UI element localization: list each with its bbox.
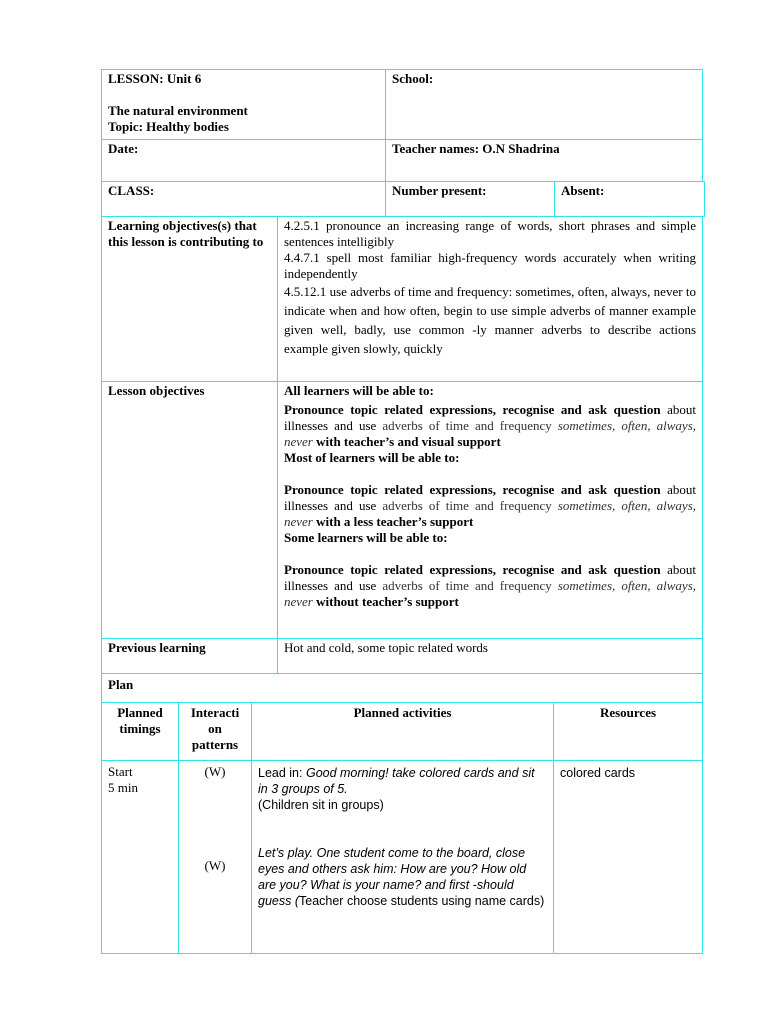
plan-label: Plan — [108, 677, 134, 692]
most-support-text: with a less teacher’s support — [312, 514, 474, 529]
previous-learning-label-cell — [101, 638, 278, 674]
teacher-cell — [385, 139, 703, 182]
objective-2: 4.4.7.1 spell most familiar high-frequency words accurately when writing independently — [284, 250, 696, 281]
unit-title: The natural environment — [108, 103, 248, 118]
objective-1: 4.2.5.1 pronounce an increasing range of words, short phrases and simple sentences intelligibly — [284, 218, 696, 249]
plan-cell — [101, 673, 703, 703]
lesson-cell — [101, 69, 386, 140]
learning-objectives-cell — [277, 216, 703, 382]
timing-minutes: 5 min — [108, 780, 138, 795]
date-label: Date: — [108, 141, 139, 156]
game-text: Let’s play. One student come to the board, close eyes and others ask him: How are you? How old are you? What is your name? and first -should guess ( — [258, 846, 527, 908]
adverbs-text: adverbs of time and frequency — [382, 498, 552, 513]
objective-3: 4.5.12.1 use adverbs of time and frequency: sometimes, often, always, never to indicate when and how often, begin to use simple adverbs of manner example given well, badly, use common -ly manner adverbs to describe actions example given slowly, quickly — [284, 284, 696, 356]
teacher-names: Teacher names: O.N Shadrina — [392, 141, 560, 156]
lead-in — [258, 762, 547, 797]
some-learners-objective — [284, 562, 696, 610]
number-present-cell — [385, 181, 555, 217]
about-text: about illnesses and use — [284, 482, 696, 513]
lesson-title: LESSON: Unit 6 — [108, 71, 202, 86]
examples-text: sometimes, often, always, never — [284, 418, 697, 449]
resources-header: Resources — [599, 705, 657, 720]
lead-in-text: Good morning! take colored cards and sit in 3 groups of 5. — [258, 766, 535, 796]
resources-cell — [553, 760, 703, 954]
pronounce-text: Pronounce topic related expressions, recognise and ask question — [284, 482, 661, 497]
learning-objectives-label-cell — [101, 216, 278, 382]
all-support-text: with teacher’s and visual support — [312, 434, 501, 449]
pronounce-text: Pronounce topic related expressions, recognise and ask question — [284, 562, 661, 577]
about-text: about illnesses and use — [284, 402, 696, 433]
all-learners-heading: All learners will be able to: — [284, 383, 434, 398]
most-learners-objective — [284, 482, 696, 530]
resources-value: colored cards — [560, 766, 636, 780]
adverbs-text: adverbs of time and frequency — [382, 578, 552, 593]
resources-header-cell — [553, 702, 703, 761]
topic: Topic: Healthy bodies — [108, 119, 229, 134]
timings-header: Planned timings — [117, 705, 163, 736]
adverbs-text: adverbs of time and frequency — [382, 418, 552, 433]
previous-learning-cell — [277, 638, 703, 674]
pattern-1: (W) — [204, 764, 226, 779]
examples-text: sometimes, often, always, never — [284, 578, 697, 609]
absent-cell — [554, 181, 705, 217]
all-learners-objective — [284, 402, 696, 450]
school-label: School: — [392, 71, 434, 86]
activities-header-cell — [251, 702, 554, 761]
activities-cell — [251, 760, 554, 954]
lesson-objectives-cell — [277, 381, 703, 639]
lesson-objectives-label-cell — [101, 381, 278, 639]
pronounce-text: Pronounce topic related expressions, recognise and ask question — [284, 402, 661, 417]
previous-learning-label: Previous learning — [108, 640, 206, 655]
lead-in-note: (Children sit in groups) — [258, 798, 384, 812]
most-learners-heading: Most of learners will be able to: — [284, 450, 460, 465]
number-present-label: Number present: — [392, 183, 487, 198]
class-cell — [101, 181, 386, 217]
examples-text: sometimes, often, always, never — [284, 498, 697, 529]
some-learners-heading: Some learners will be able to: — [284, 530, 448, 545]
timings-header-cell — [101, 702, 179, 761]
absent-label: Absent: — [561, 183, 605, 198]
activities-header: Planned activities — [353, 705, 452, 720]
school-cell — [385, 69, 703, 140]
about-text: about illnesses and use — [284, 562, 696, 593]
pattern-2: (W) — [204, 858, 226, 873]
date-cell — [101, 139, 386, 182]
timing-cell — [101, 760, 179, 954]
timing-start: Start — [108, 764, 133, 779]
class-label: CLASS: — [108, 183, 155, 198]
interaction-header-cell — [178, 702, 252, 761]
lead-in-label: Lead in: — [258, 766, 306, 780]
lesson-objectives-label: Lesson objectives — [108, 383, 205, 398]
some-support-text: without teacher’s support — [312, 594, 459, 609]
pattern-cell — [178, 760, 252, 954]
interaction-header: Interacti on patterns — [190, 705, 240, 752]
learning-objectives-label: Learning objectives(s) that this lesson is contributing to — [108, 218, 264, 249]
previous-learning-value: Hot and cold, some topic related words — [284, 640, 488, 655]
game-activity — [258, 845, 547, 909]
game-note: Teacher choose students using name cards) — [299, 894, 545, 908]
